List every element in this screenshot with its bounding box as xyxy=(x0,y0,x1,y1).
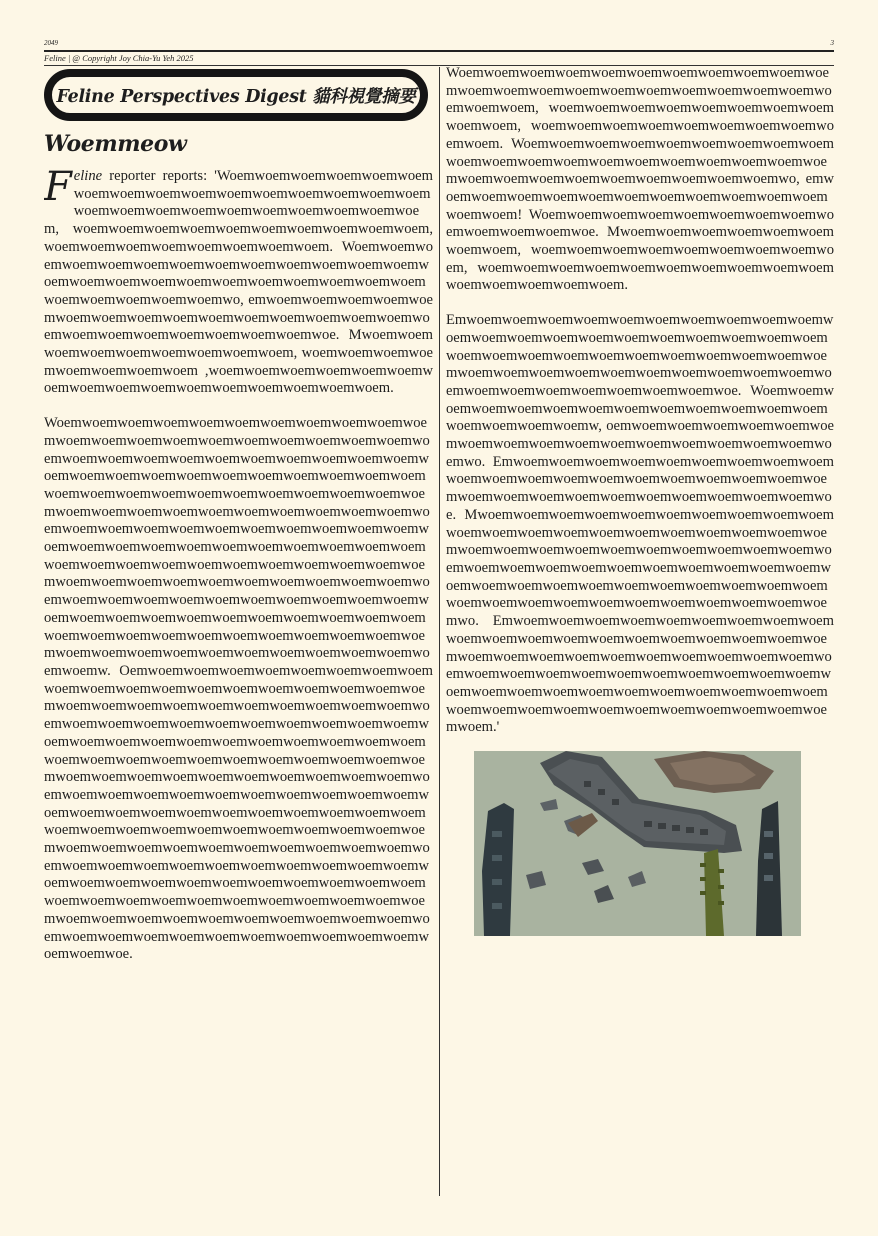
top-rule xyxy=(44,38,834,52)
article-photo xyxy=(474,751,801,936)
right-column xyxy=(446,67,834,1196)
masthead-title: Feline Perspectives Digest 貓科視覺摘要 xyxy=(56,86,416,107)
copyright-credit: Feline | @ Copyright Joy Chia-Yu Yeh 2025 xyxy=(44,53,194,63)
paragraph-gap xyxy=(446,295,834,312)
columns xyxy=(44,67,834,1196)
lead-text: reporter reports: 'Woemwoemwoemwoemwoemwoemwoemwoemwoemwoemwoemwoemwoemwoemwoemwoemwoemwoemwoemwoemwoemwoemwoemwoemwoemwoem, woemwoemwoemwoemwoemwoemwoemwoemwoemwoem, woemwoemwoemwoemwoemwoemwoemwoem. Woemwoemwoemwoemwoemwoemwoemwoemwoemwoemwoemwoemwoemwoemwoemwoemwoemwoemwoemwoemwoemwoemwoemwoemwoemwoemwoemwoemwoemwo, emwoemwoemwoemwoemwoemwoemwoemwoemwoemwoemwoemwoemwoemwoemwoemwoemwoemwoemwoemwoemwoemwoemwoemwoe. Mwoemwoemwoemwoemwoemwoemwoemwoemwoem, woemwoemwoemwoemwoemwoemwoemwoem ,woemwoemwoemwoemwoemwoemwoemwoemwoemwoemwoemwoemwoemwoemwoemwoem. xyxy=(44,168,433,397)
column-divider xyxy=(439,67,440,1196)
article-headline: Woemmeow xyxy=(44,131,187,157)
masthead xyxy=(44,69,428,121)
cat-tree-parts-image xyxy=(474,751,801,936)
paragraph-gap xyxy=(44,398,433,415)
page-number-right: 3 xyxy=(830,39,834,47)
body-paragraph-4: Emwoemwoemwoemwoemwoemwoemwoemwoemwoemwoemwoemwoemwoemwoemwoemwoemwoemwoemwoemwoemwoemwoemwoemwoemwoemwoemwoemwoemwoemwoemwoemwoemwoemwoemwoemwoemwoemwoemwoemwoemwoemwoemwoemwoemwoemwoemwoemwoemwoemwoemwoe. Woemwoemwoemwoemwoemwoemwoemwoemwoemwoemwoemwoemwoemwoemwoemwoemwoemw, oemwoemwoemwoemwoemwoemwoemwoemwoemwoemwoemwoemwoemwoemwoemwoemwoemwoemwo. Emwoemwoemwoemwoemwoemwoemwoemwoemwoemwoemwoemwoemwoemwoemwoemwoemwoemwoemwoemwoemwoemwoemwoemwoemwoemwoemwoemwoemwoemwoemwoe. Mwoemwoemwoemwoemwoemwoemwoemwoemwoemwoemwoemwoemwoemwoemwoemwoemwoemwoemwoemwoemwoemwoemwoemwoemwoemwoemwoemwoemwoemwoemwoemwoemwoemwoemwoemwoemwoemwoemwoemwoemwoemwoemwoemwoemwoemwoemwoemwoemwoemwoemwoemwoemwoemwoemwoemwoemwoemwoemwoemwoemwoemwoemwoemwoemwo. Emwoemwoemwoemwoemwoemwoemwoemwoemwoemwoemwoemwoemwoemwoemwoemwoemwoemwoemwoemwoemwoemwoemwoemwoemwoemwoemwoemwoemwoemwoemwoemwoemwoemwoemwoemwoemwoemwoemwoemwoemwoemwoemwoemwoemwoemwoemwoemwoemwoemwoemwoemwoemwoemwoemwoemwoemwoemwoemwoemwoemwoemwoemwoemwoem.' xyxy=(446,312,834,736)
body-paragraph-2: Woemwoemwoemwoemwoemwoemwoemwoemwoemwoemwoemwoemwoemwoemwoemwoemwoemwoemwoemwoemwoemwoemwoemwoemwoemwoemwoemwoemwoemwoemwoemwoemwoemwoemwoemwoemwoemwoemwoemwoemwoemwoemwoemwoemwoemwoemwoemwoemwoemwoemwoemwoemwoemwoemwoemwoemwoemwoemwoemwoemwoemwoemwoemwoemwoemwoemwoemwoemwoemwoemwoemwoemwoemwoemwoemwoemwoemwoemwoemwoemwoemwoemwoemwoemwoemwoemwoemwoemwoemwoemwoemwoemwoemwoemwoemwoemwoemwoemwoemwoemwoemwoemwoemwoemwoemwoemwoemwoemwoemwoemwoemwoemwoemwoemwoemwoemwoemwoemwoemwoemwoemwoemwoemwoemwoemwoemwoemwoemwoemwoemwoemwoemwoemwoemwoemwoemwoemwoemwoemwoemwoemwoemwoemwoemwoemwoemwoemwoemwoemwoemwoemwoemw. Oemwoemwoemwoemwoemwoemwoemwoemwoemwoemwoemwoemwoemwoemwoemwoemwoemwoemwoemwoemwoemwoemwoemwoemwoemwoemwoemwoemwoemwoemwoemwoemwoemwoemwoemwoemwoemwoemwoemwoemwoemwoemwoemwoemwoemwoemwoemwoemwoemwoemwoemwoemwoemwoemwoemwoemwoemwoemwoemwoemwoemwoemwoemwoemwoemwoemwoemwoemwoemwoemwoemwoemwoemwoemwoemwoemwoemwoemwoemwoemwoemwoemwoemwoemwoemwoemwoemwoemwoemwoemwoemwoemwoemwoemwoemwoemwoemwoemwoemwoemwoemwoemwoemwoemwoemwoemwoemwoemwoemwoemwoemwoemwoemwoemwoemwoemwoemwoemwoemwoemwoemwoemwoemwoemwoemwoemwoemwoemwoemwoemwoemwoemwoemwoemwoemwoemwoemwoemwoemwoemwoemwoemwoemwoemwoemwoemwoemwoemwoemwoemwoemwoemwoemwoemwoemwoemwoemwoemwoemwoemwoemwoemwoemwoemwoemwoemwoemwoemwoemwoemwoemwoemwoe. xyxy=(44,415,433,963)
credit-bar xyxy=(44,52,834,66)
lead-paragraph xyxy=(44,164,433,398)
lead-italic-word: eline xyxy=(73,168,103,184)
drop-cap: F xyxy=(44,164,72,210)
page xyxy=(44,38,834,1196)
left-column xyxy=(44,67,433,1196)
page-number-left: 2049 xyxy=(44,39,58,47)
body-paragraph-3: Woemwoemwoemwoemwoemwoemwoemwoemwoemwoemwoemwoemwoemwoemwoemwoemwoemwoemwoemwoemwoemwoemwoemwoem, woemwoemwoemwoemwoemwoemwoemwoemwoemwoem, woemwoemwoemwoemwoemwoemwoemwoemwoemwoem. Woemwoemwoemwoemwoemwoemwoemwoemwoemwoemwoemwoemwoemwoemwoemwoemwoemwoemwoemwoemwoemwoemwoemwoemwoemwoemwoemwoemwoemwo, emwoemwoemwoemwoemwoemwoemwoemwoemwoemwoemwoemwoemwoem! Woemwoemwoemwoemwoemwoemwoemwoemwoemwoemwoemwoemwoe. Mwoemwoemwoemwoemwoemwoemwoemwoem, woemwoemwoemwoemwoemwoemwoemwoemwoem, woemwoemwoemwoemwoemwoemwoemwoemwoemwoemwoemwoemwoemwoemwoem. xyxy=(446,67,834,294)
